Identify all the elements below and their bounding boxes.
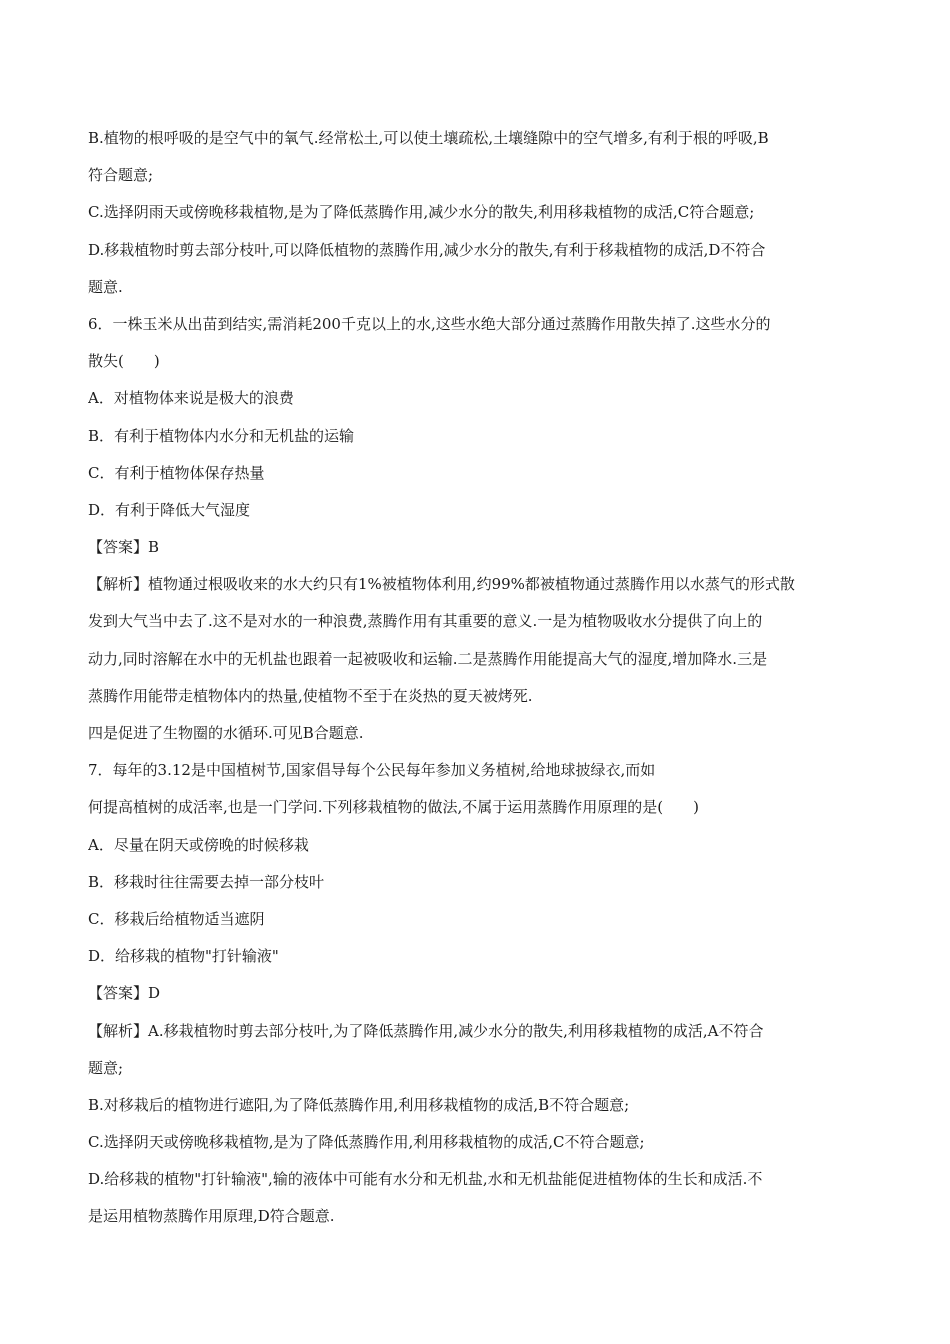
text-line: 题意. [88, 277, 123, 296]
option-a: A．对植物体来说是极大的浪费 [88, 389, 294, 408]
option-c: C．有利于植物体保存热量 [88, 463, 265, 482]
analysis-text: 是运用植物蒸腾作用原理,D符合题意. [88, 1207, 335, 1226]
option-b: B．移栽时往往需要去掉一部分枝叶 [88, 872, 325, 891]
text-line: D.移栽植物时剪去部分枝叶,可以降低植物的蒸腾作用,减少水分的散失,有利于移栽植物的成活,D不符合 [88, 240, 766, 259]
text-line: C.选择阴雨天或傍晚移栽植物,是为了降低蒸腾作用,减少水分的散失,利用移栽植物的成活,C符合题意; [88, 203, 755, 222]
analysis-text: 发到大气当中去了.这不是对水的一种浪费,蒸腾作用有其重要的意义.一是为植物吸收水分提供了向上的 [88, 612, 763, 631]
analysis-text: 四是促进了生物圈的水循环.可见B合题意. [88, 724, 364, 742]
document-page [88, 120, 868, 1236]
analysis-text: 题意; [88, 1058, 124, 1077]
analysis-text: 【解析】A.移栽植物时剪去部分枝叶,为了降低蒸腾作用,减少水分的散失,利用移栽植物的成活,A不符合 [88, 1021, 764, 1040]
option-d: D．给移栽的植物"打针输液" [88, 947, 279, 966]
answer-label: 【答案】D [88, 984, 161, 1003]
analysis-text: 蒸腾作用能带走植物体内的热量,使植物不至于在炎热的夏天被烤死. [88, 686, 533, 705]
analysis-text: 【解析】植物通过根吸收来的水大约只有1%被植物体利用,约99%都被植物通过蒸腾作用以水蒸气的形式散 [88, 575, 795, 594]
question-7-stem: 7．每年的3.12是中国植树节,国家倡导每个公民每年参加义务植树,给地球披绿衣,而如 [88, 761, 656, 780]
text-line: B.植物的根呼吸的是空气中的氧气.经常松土,可以使土壤疏松,土壤缝隙中的空气增多,有利于根的呼吸,B [88, 129, 769, 147]
option-a: A．尽量在阴天或傍晚的时候移栽 [88, 835, 309, 854]
analysis-text: 动力,同时溶解在水中的无机盐也跟着一起被吸收和运输.二是蒸腾作用能提高大气的湿度,增加降水.三是 [88, 649, 768, 668]
question-6-stem: 6．一株玉米从出苗到结实,需消耗200千克以上的水,这些水绝大部分通过蒸腾作用散失掉了.这些水分的 [88, 314, 771, 333]
answer-label: 【答案】B [88, 538, 160, 557]
analysis-text: C.选择阴天或傍晚移栽植物,是为了降低蒸腾作用,利用移栽植物的成活,C不符合题意; [88, 1133, 645, 1152]
option-b: B．有利于植物体内水分和无机盐的运输 [88, 426, 355, 445]
option-c: C．移栽后给植物适当遮阴 [88, 909, 265, 928]
analysis-text: B.对移栽后的植物进行遮阳,为了降低蒸腾作用,利用移栽植物的成活,B不符合题意; [88, 1095, 630, 1114]
question-6-stem: 散失( ) [88, 352, 160, 371]
analysis-text: D.给移栽的植物"打针输液",输的液体中可能有水分和无机盐,水和无机盐能促进植物体的生长和成活.不 [88, 1170, 763, 1189]
question-7-stem: 何提高植树的成活率,也是一门学问.下列移栽植物的做法,不属于运用蒸腾作用原理的是( ) [88, 798, 700, 817]
text-line: 符合题意; [88, 166, 154, 185]
option-d: D．有利于降低大气湿度 [88, 500, 251, 519]
